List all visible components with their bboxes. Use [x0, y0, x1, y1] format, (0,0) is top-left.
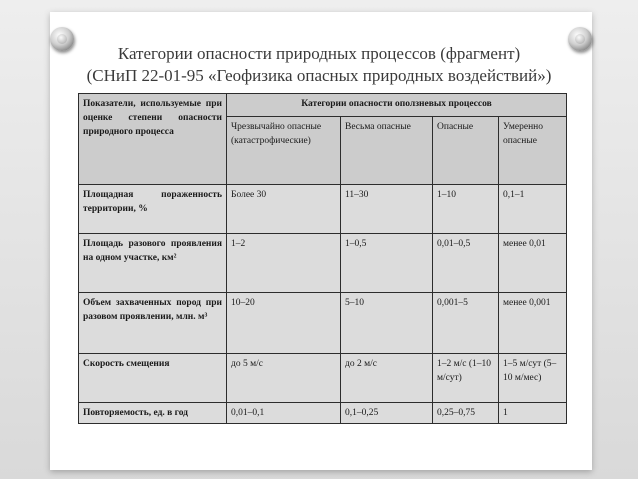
indicator-column-header: Показатели, используемые при оценке степени опасности природного процесса: [79, 94, 227, 185]
row-label: Площадь разового проявления на одном участке, км²: [79, 234, 227, 293]
column-header: Чрезвычайно опасные (катастрофические): [227, 117, 341, 185]
column-header: Весьма опасные: [341, 117, 433, 185]
category-group-header: Категории опасности оползневых процессов: [227, 94, 567, 117]
hazard-table: [78, 93, 567, 424]
table-cell: 11–30: [341, 185, 433, 234]
table-row: [79, 234, 567, 293]
column-header: Умеренно опасные: [499, 117, 567, 185]
table-cell: до 2 м/с: [341, 354, 433, 403]
column-header: Опасные: [433, 117, 499, 185]
table-cell: Более 30: [227, 185, 341, 234]
table-cell: 0,1–1: [499, 185, 567, 234]
table-cell: 1–2: [227, 234, 341, 293]
title-line-1: Категории опасности природных процессов (фрагмент): [117, 44, 521, 63]
table-cell: 0,01–0,1: [227, 403, 341, 424]
table-cell: 0,25–0,75: [433, 403, 499, 424]
table-cell: 0,001–5: [433, 293, 499, 354]
table-cell: до 5 м/с: [227, 354, 341, 403]
row-label: Скорость смещения: [79, 354, 227, 403]
table-cell: менее 0,001: [499, 293, 567, 354]
table-cell: 0,01–0,5: [433, 234, 499, 293]
table-cell: 5–10: [341, 293, 433, 354]
slide-title: [0, 43, 638, 87]
row-label: Повторяемость, ед. в год: [79, 403, 227, 424]
table-row: [79, 403, 567, 424]
table-row: [79, 185, 567, 234]
table-cell: менее 0,01: [499, 234, 567, 293]
title-line-2: (СНиП 22-01-95 «Геофизика опасных природных воздействий»): [86, 66, 552, 85]
table-cell: 1: [499, 403, 567, 424]
table-cell: 1–5 м/сут (5–10 м/мес): [499, 354, 567, 403]
row-label: Площадная пораженность территории, %: [79, 185, 227, 234]
table-cell: 1–2 м/с (1–10 м/сут): [433, 354, 499, 403]
table-cell: 10–20: [227, 293, 341, 354]
table-cell: 1–0,5: [341, 234, 433, 293]
table-row: [79, 354, 567, 403]
row-label: Объем захваченных пород при разовом проявлении, млн. м³: [79, 293, 227, 354]
table-row: [79, 293, 567, 354]
table-cell: 1–10: [433, 185, 499, 234]
table-cell: 0,1–0,25: [341, 403, 433, 424]
